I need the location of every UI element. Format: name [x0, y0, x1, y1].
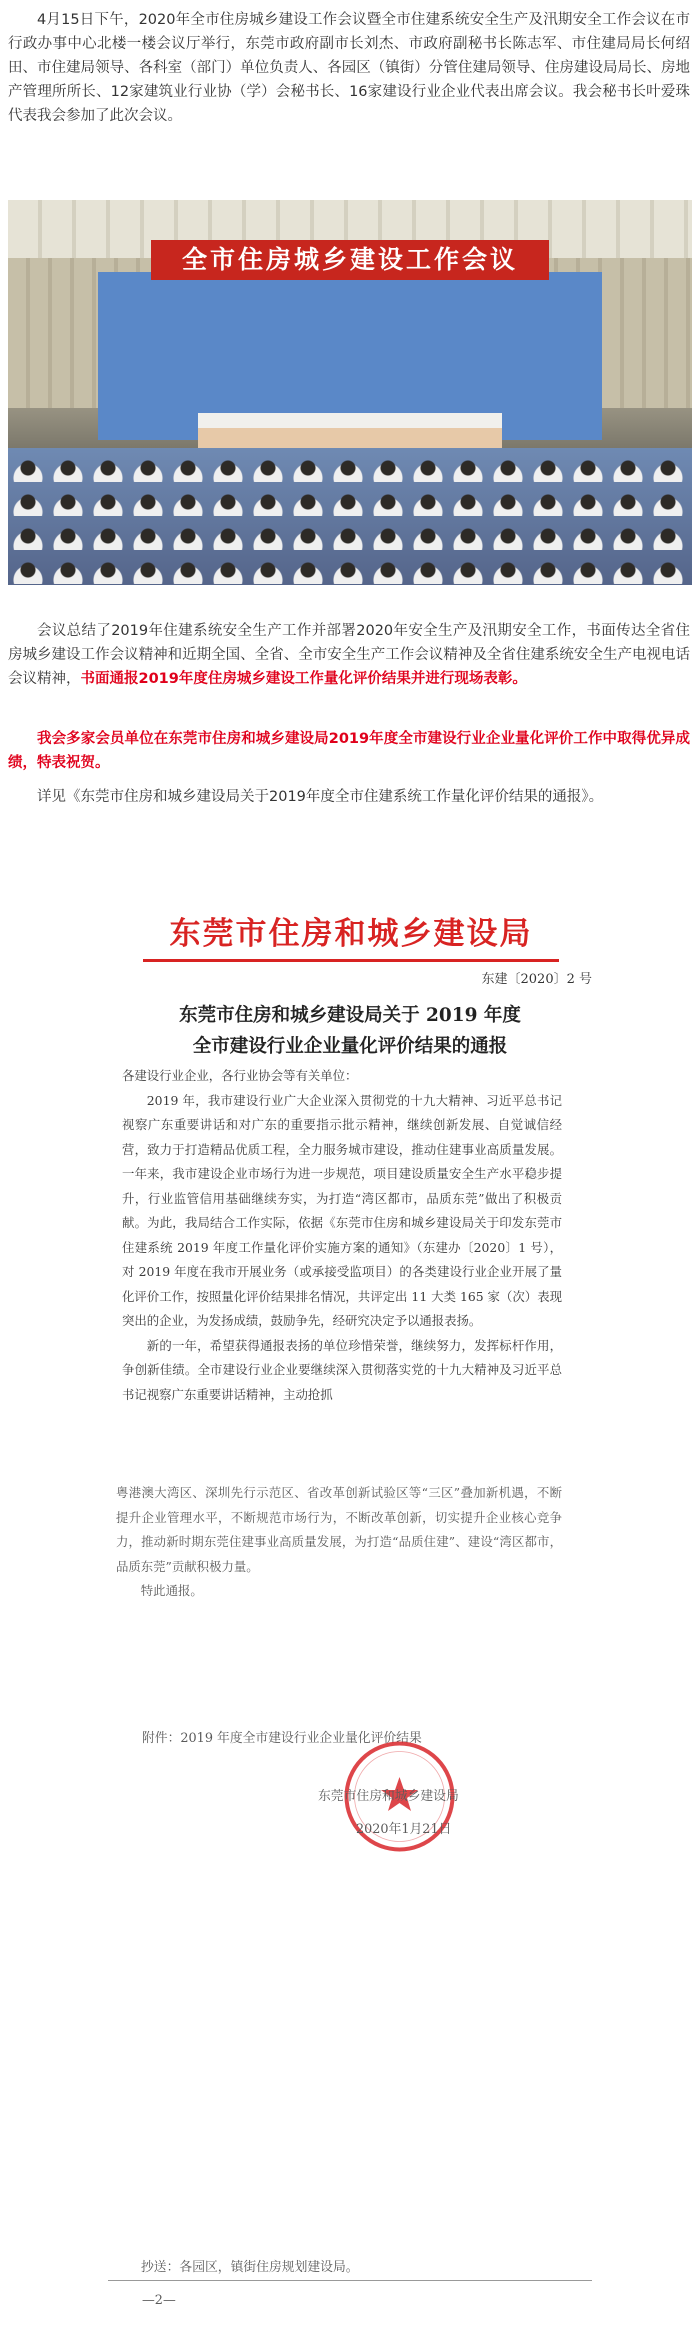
notice-title-line2: 全市建设行业企业量化评价结果的通报 [192, 1036, 508, 1057]
photo-audience [8, 448, 692, 585]
notice-paragraph-1: 2019 年，我市建设行业广大企业深入贯彻党的十九大精神、习近平总书记视察广东重要讲话和对广东的重要指示批示精神，继续创新发展、自觉诚信经营，致力于打造精品优质工程，全力服务城市建设，推动住建事业高质量发展。一年来，我市建设企业市场行为进一步规范，项目建设质量安全生产水平稳步提升，行业监管信用基础继续夯实，为打造“湾区都市，品质东莞”做出了积极贡献。为此，我局结合工作实际，依据《东莞市住房和城乡建设局关于印发东莞市住建系统 2019 年度工作量化评价实施方案的通知》（东建办〔2020〕1 号），对 2019 年度在我市开展业务（或承接受监项目）的各类建设行业企业开展了量化评价工作，按照量化评价结果排名情况，共评定出 11 大类 165 家（次）表现突出的企业，为发扬成绩，鼓励争先，经研究决定予以通报表扬。 [122, 1092, 562, 1328]
summary-red-text: 书面通报2019年度住房城乡建设工作量化评价结果并进行现场表彰。 [80, 671, 527, 687]
summary-paragraph [8, 619, 690, 691]
notice-body-page1 [122, 1064, 562, 1407]
notice-cc: 抄送：各园区，镇街住房规划建设局。 [141, 2260, 359, 2275]
notice-attachment: 附件：2019 年度全市建设行业企业量化评价结果 [142, 1731, 422, 1746]
notice-closing: 特此通报。 [140, 1583, 203, 1598]
photo-rostrum [198, 428, 502, 450]
notice-document [108, 893, 592, 2313]
notice-title [108, 1000, 592, 1062]
notice-body-page2 [116, 1481, 562, 1604]
notice-page-number: —2— [142, 2293, 176, 2308]
notice-paragraph-3: 粤港澳大湾区、深圳先行示范区、省改革创新试验区等“三区”叠加新机遇，不断提升企业管理水平，不断规范市场行为，不断改革创新，切实提升企业核心竞争力，推动新时期东莞住建事业高质量发展，为打造“品质住建”、建设“湾区都市，品质东莞”贡献积极力量。 [116, 1485, 562, 1574]
details-paragraph: 详见《东莞市住房和城乡建设局关于2019年度全市住建系统工作量化评价结果的通报》。 [37, 789, 604, 805]
congratulation-paragraph: 我会多家会员单位在东莞市住房和城乡建设局2019年度全市建设行业企业量化评价工作中取得优异成绩，特表祝贺。 [8, 731, 690, 771]
notice-salutation: 各建设行业企业，各行业协会等有关单位： [122, 1068, 358, 1083]
notice-signatory: 东莞市住房和城乡建设局 [318, 1789, 459, 1804]
notice-cc-rule [108, 2280, 592, 2281]
notice-header-rule [143, 959, 559, 962]
notice-header: 东莞市住房和城乡建设局 [169, 916, 533, 952]
photo-rostrum-cloth [198, 413, 502, 429]
summary-text: 会议总结了2019年住建系统安全生产工作并部署2020年安全生产及汛期安全工作，书面传达全省住房城乡建设工作会议精神和近期全国、全省、全市安全生产工作会议精神及全省住建系统安全生产电视电话会议精神， [8, 623, 690, 687]
intro-paragraph: 4月15日下午，2020年全市住房城乡建设工作会议暨全市住建系统安全生产及汛期安全工作会议在市行政办事中心北楼一楼会议厅举行，东莞市政府副市长刘杰、市政府副秘书长陈志军、市住建局局长何绍田、市住建局领导、各科室（部门）单位负责人、各园区（镇街）分管住建局领导、住房建设局局长、房地产管理所所长、12家建筑业行业协（学）会秘书长、16家建设行业企业代表出席会议。我会秘书长叶爱珠代表我会参加了此次会议。 [8, 12, 690, 124]
notice-title-line1: 东莞市住房和城乡建设局关于 2019 年度 [179, 1005, 521, 1026]
notice-date: 2020年1月21日 [356, 1822, 452, 1837]
photo-banner: 全市住房城乡建设工作会议 [151, 240, 549, 280]
notice-doc-number: 东建〔2020〕2 号 [481, 972, 592, 987]
notice-paragraph-2: 新的一年，希望获得通报表扬的单位珍惜荣誉，继续努力，发挥标杆作用，争创新佳绩。全市建设行业企业要继续深入贯彻落实党的十九大精神及习近平总书记视察广东重要讲话精神，主动抢抓 [122, 1337, 562, 1402]
meeting-photo [8, 200, 692, 585]
